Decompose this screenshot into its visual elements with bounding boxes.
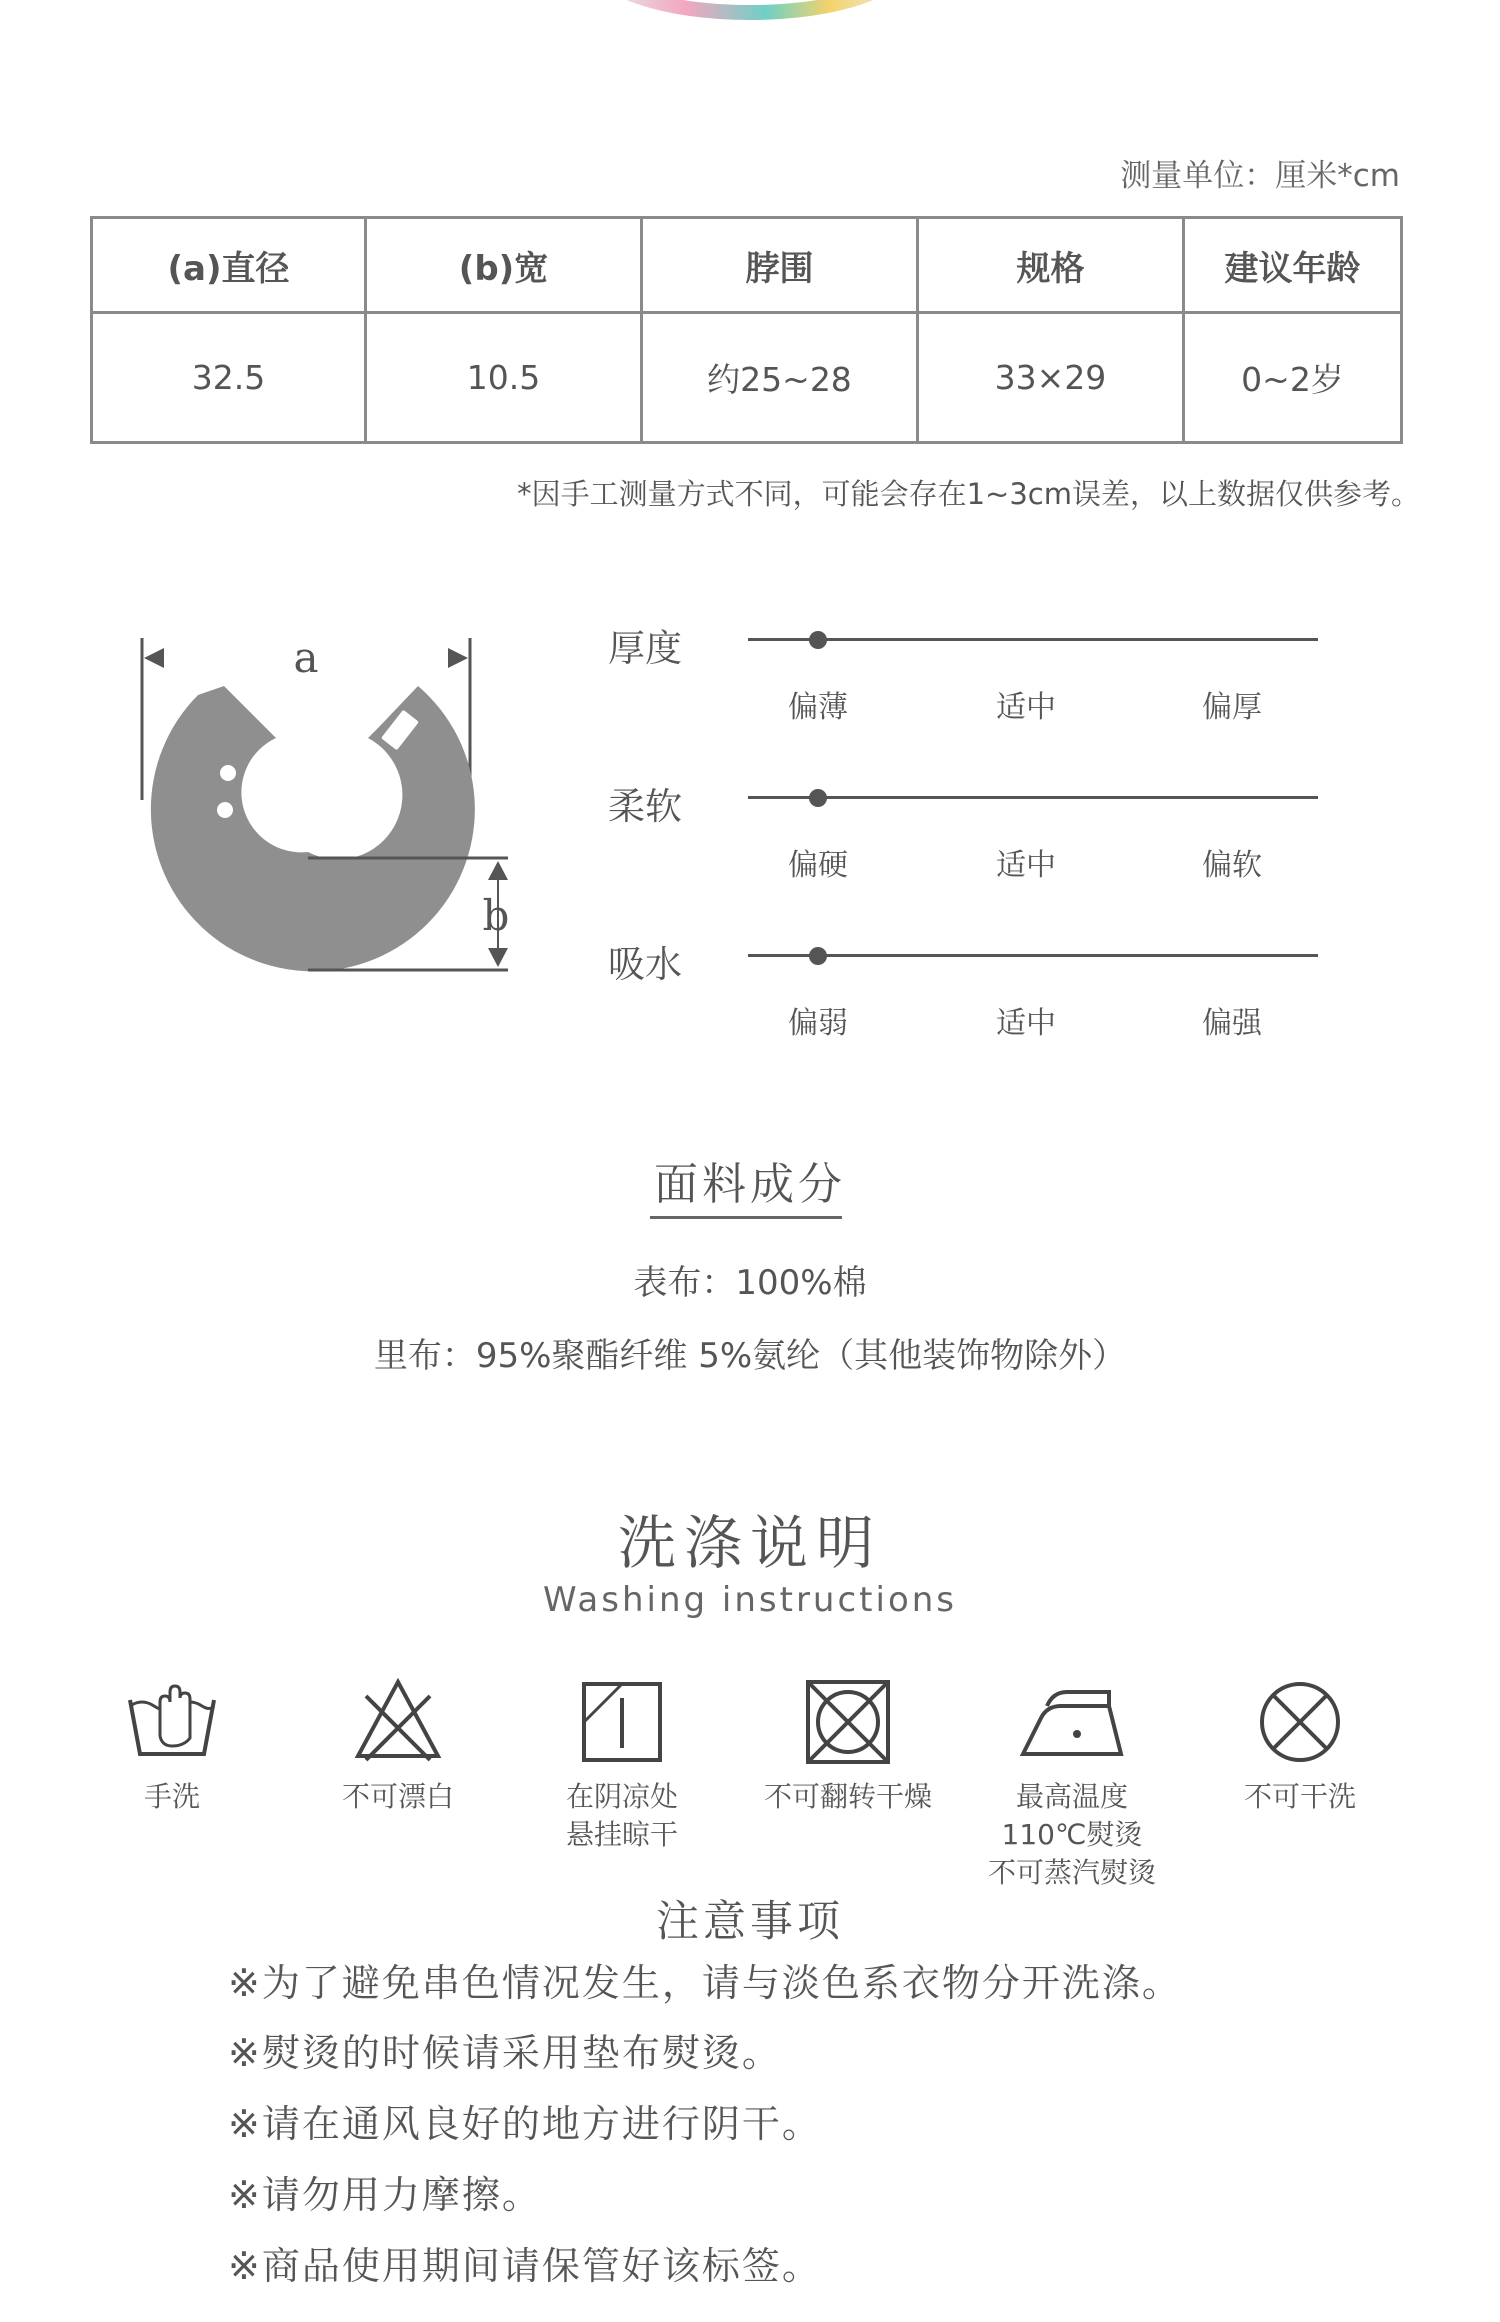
scale-option: 偏强 bbox=[1202, 1006, 1262, 1041]
care-label: 不可漂白 bbox=[341, 1780, 454, 1813]
attention-item: ※为了避免串色情况发生，请与淡色系衣物分开洗涤。 bbox=[228, 1961, 1182, 2005]
scale-label: 柔软 bbox=[608, 785, 682, 828]
fabric-title: 面料成分 bbox=[654, 1159, 846, 1210]
scale-marker bbox=[809, 789, 827, 807]
scale-option: 偏软 bbox=[1202, 848, 1262, 883]
scale-label: 厚度 bbox=[608, 627, 682, 670]
care-iron-low bbox=[962, 1676, 1182, 1892]
care-label: 不可干洗 bbox=[1243, 1780, 1356, 1813]
care-hand-wash bbox=[62, 1676, 282, 1816]
scale-marker bbox=[809, 947, 827, 965]
header-width: (b)宽 bbox=[366, 218, 642, 313]
scale-marker bbox=[809, 631, 827, 649]
size-table-header-row bbox=[92, 218, 1402, 313]
care-no-dry-clean bbox=[1190, 1676, 1410, 1816]
size-table bbox=[90, 216, 1403, 444]
attention-item: ※请勿用力摩擦。 bbox=[228, 2173, 542, 2217]
header-age: 建议年龄 bbox=[1184, 218, 1402, 313]
care-label: 在阴凉处 悬挂晾干 bbox=[565, 1780, 678, 1851]
dimension-a-label: a bbox=[293, 633, 319, 682]
header-spec: 规格 bbox=[918, 218, 1184, 313]
care-label: 手洗 bbox=[143, 1780, 200, 1813]
unit-label: 测量单位：厘米*cm bbox=[1120, 158, 1400, 194]
scale-option: 适中 bbox=[996, 1006, 1056, 1041]
cell-age: 0~2岁 bbox=[1184, 313, 1402, 443]
fabric-outer: 表布：100%棉 bbox=[633, 1263, 867, 1303]
fabric-lining: 里布：95%聚酯纤维 5%氨纶（其他装饰物除外） bbox=[373, 1336, 1127, 1376]
measure-note: *因手工测量方式不同，可能会存在1~3cm误差，以上数据仅供参考。 bbox=[517, 477, 1420, 511]
washing-title: 洗涤说明 bbox=[617, 1509, 882, 1577]
dimension-b-label: b bbox=[482, 891, 510, 940]
no-dry-clean-icon bbox=[1252, 1676, 1348, 1766]
cell-diameter: 32.5 bbox=[92, 313, 366, 443]
scale-track bbox=[748, 796, 1318, 799]
care-label: 最高温度 110℃熨烫 不可蒸汽熨烫 bbox=[987, 1780, 1156, 1889]
attention-title: 注意事项 bbox=[656, 1897, 844, 1947]
attention-item: ※熨烫的时候请采用垫布熨烫。 bbox=[228, 2031, 782, 2075]
washing-subtitle: Washing instructions bbox=[542, 1580, 958, 1620]
scale-option: 适中 bbox=[996, 848, 1056, 883]
scale-option: 适中 bbox=[996, 690, 1056, 725]
scale-option: 偏薄 bbox=[788, 690, 848, 725]
cell-spec: 33×29 bbox=[918, 313, 1184, 443]
line-dry-shade-icon bbox=[574, 1676, 670, 1766]
hand-wash-icon bbox=[124, 1676, 220, 1766]
no-tumble-dry-icon bbox=[800, 1676, 896, 1766]
bib-diagram bbox=[128, 630, 528, 990]
cell-neck: 约25~28 bbox=[642, 313, 918, 443]
header-diameter: (a)直径 bbox=[92, 218, 366, 313]
iron-low-icon bbox=[1017, 1676, 1127, 1766]
scale-track bbox=[748, 954, 1318, 957]
scale-option: 偏弱 bbox=[788, 1006, 848, 1041]
scale-option: 偏厚 bbox=[1202, 690, 1262, 725]
cell-width: 10.5 bbox=[366, 313, 642, 443]
attention-item: ※商品使用期间请保管好该标签。 bbox=[228, 2244, 822, 2288]
bib-shape bbox=[151, 686, 475, 971]
care-line-dry-shade bbox=[512, 1676, 732, 1854]
scale-track bbox=[748, 638, 1318, 641]
header-neck: 脖围 bbox=[642, 218, 918, 313]
attention-item: ※请在通风良好的地方进行阴干。 bbox=[228, 2102, 822, 2146]
care-no-bleach bbox=[288, 1676, 508, 1816]
scale-label: 吸水 bbox=[608, 943, 682, 986]
no-bleach-icon bbox=[350, 1676, 446, 1766]
care-label: 不可翻转干燥 bbox=[763, 1780, 932, 1813]
fabric-title-underline bbox=[650, 1216, 842, 1219]
size-table-row bbox=[92, 313, 1402, 443]
care-no-tumble-dry bbox=[738, 1676, 958, 1816]
scale-option: 偏硬 bbox=[788, 848, 848, 883]
